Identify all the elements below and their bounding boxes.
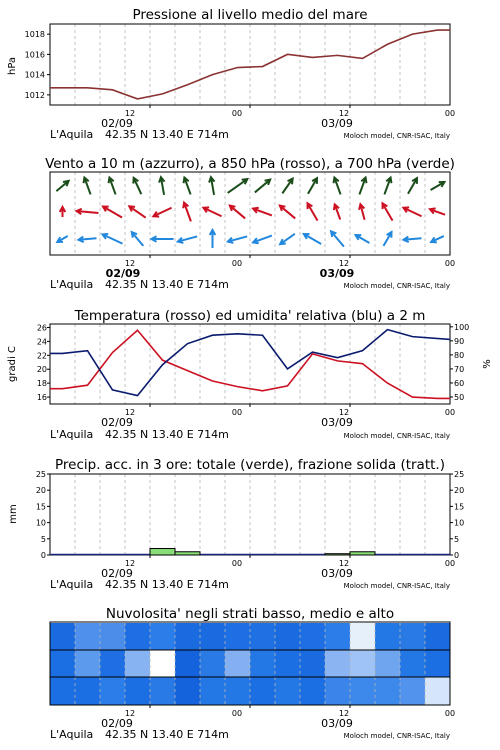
humidity-point — [112, 389, 113, 390]
cloud-cell — [125, 677, 150, 705]
pressure-point — [437, 29, 438, 30]
wind-arrow — [280, 234, 295, 244]
precipitation-bar — [325, 554, 350, 555]
temperature-point — [362, 363, 363, 364]
pressure-ytick-label: 1016 — [24, 50, 45, 60]
pressure-point — [112, 89, 113, 90]
humidity-point — [237, 333, 238, 334]
wind-arrow — [308, 178, 317, 194]
x-tick-label: 12 — [338, 259, 350, 268]
precipitation-y-ticks-right — [454, 470, 464, 560]
cloud-cell — [400, 650, 425, 677]
wind-arrow — [359, 204, 365, 219]
pressure-point — [87, 87, 88, 88]
cloud-cell — [125, 623, 150, 650]
wind-arrow — [356, 235, 370, 243]
temperature-point — [437, 398, 438, 399]
precipitation-ytick-label-right: 15 — [454, 502, 465, 512]
wind-arrow — [183, 203, 191, 222]
cloud-cell — [175, 677, 200, 705]
wind-arrow — [334, 204, 340, 219]
cloud-cell — [175, 650, 200, 677]
cloud-panel — [50, 606, 455, 741]
humidity-point — [187, 343, 188, 344]
humidity-point — [362, 350, 363, 351]
cloud-cell — [300, 623, 325, 650]
humidity-point — [212, 335, 213, 336]
date-label: 02/09 — [101, 567, 133, 580]
pressure-title: Pressione al livello medio del mare — [132, 7, 368, 23]
wind-arrow — [56, 181, 68, 191]
pressure-series — [47, 29, 450, 99]
pressure-point — [362, 58, 363, 59]
model-credit: Moloch model, CNR-ISAC, Italy — [343, 582, 450, 590]
pressure-point — [262, 66, 263, 67]
pressure-line — [50, 30, 450, 99]
humidity-ytick-label: 50 — [454, 392, 465, 402]
wind-arrow — [203, 207, 221, 216]
wind-arrow — [184, 178, 191, 195]
precipitation-ytick-label: 10 — [35, 518, 46, 528]
cloud-cell — [75, 623, 100, 650]
temperature-point — [62, 388, 63, 389]
humidity-ylabel: % — [482, 359, 493, 369]
wind-arrow-shaft — [129, 206, 145, 217]
wind-arrow — [152, 236, 174, 242]
temperature-point — [312, 353, 313, 354]
x-tick-label: 00 — [231, 408, 243, 417]
pressure-x-axis — [50, 109, 455, 141]
wind-panel — [45, 156, 455, 291]
wind-arrow — [403, 207, 421, 216]
x-tick-label: 00 — [444, 408, 456, 417]
wind-arrow — [255, 180, 270, 193]
wind-arrow-shaft — [228, 179, 248, 193]
wind-arrow — [304, 234, 321, 244]
precipitation-y-ticks — [36, 470, 46, 560]
location-name: L'Aquila — [50, 578, 94, 591]
cloud-cell — [275, 677, 300, 705]
precipitation-bar — [150, 549, 175, 555]
pressure-y-ticks — [25, 30, 45, 100]
location-coords: 42.35 N 13.40 E 714m — [105, 428, 229, 441]
cloud-cell — [200, 677, 225, 705]
humidity-point — [337, 357, 338, 358]
precipitation-ytick-label-right: 25 — [454, 470, 465, 479]
cloud-cell — [325, 623, 350, 650]
cloud-cell — [200, 623, 225, 650]
date-label: 02/09 — [101, 717, 133, 730]
location-name: L'Aquila — [50, 728, 94, 741]
x-tick-label: 12 — [338, 408, 350, 417]
temperature-ytick-label: 24 — [36, 337, 47, 347]
wind-arrow — [228, 236, 247, 243]
precipitation-title: Precip. acc. in 3 ore: totale (verde), frazione solida (tratt.) — [55, 457, 445, 473]
cloud-cell — [250, 623, 275, 650]
cloud-cell — [100, 623, 125, 650]
wind-arrow — [430, 208, 445, 214]
humidity-point — [387, 329, 388, 330]
precipitation-panel — [8, 457, 464, 591]
wind-arrow — [129, 206, 145, 217]
location-coords: 42.35 N 13.40 E 714m — [105, 128, 229, 141]
humidity-ytick-label: 70 — [454, 364, 465, 374]
wind-arrow — [153, 208, 171, 217]
cloud-cell — [150, 623, 175, 650]
wind-arrow — [57, 236, 67, 242]
temperature-ytick-label: 16 — [36, 393, 47, 403]
temperature-point — [387, 383, 388, 384]
wind-arrow — [334, 178, 341, 195]
wind-arrow — [253, 208, 272, 216]
wind-arrow — [210, 230, 216, 248]
wind-arrow — [77, 209, 99, 214]
precipitation-ylabel: mm — [8, 504, 19, 524]
wind-arrow — [228, 179, 248, 193]
x-tick-label: 00 — [231, 709, 243, 718]
date-label: 03/09 — [321, 567, 353, 580]
pressure-ylabel: hPa — [7, 56, 18, 76]
date-label: 02/09 — [105, 267, 141, 280]
wind-arrow — [84, 178, 91, 195]
pressure-ytick-label: 1018 — [24, 30, 45, 40]
cloud-cell — [250, 677, 275, 705]
wind-arrow — [384, 178, 391, 195]
temperature-point — [162, 360, 163, 361]
cloud-cell — [75, 677, 100, 705]
precipitation-ytick-label-right: 0 — [454, 551, 460, 560]
x-tick-label: 12 — [338, 109, 350, 118]
temperature-title: Temperatura (rosso) ed umidita' relativa (blu) a 2 m — [74, 308, 426, 324]
precipitation-ytick-label: 25 — [35, 470, 46, 479]
x-tick-label: 00 — [231, 109, 243, 118]
precipitation-ytick-label-right: 5 — [454, 534, 460, 544]
humidity-point — [62, 353, 63, 354]
cloud-cell — [425, 677, 450, 705]
temperature-ylabel: gradi C — [7, 346, 18, 382]
date-label: 02/09 — [101, 117, 133, 130]
x-tick-label: 12 — [124, 109, 136, 118]
x-tick-label: 12 — [338, 559, 350, 568]
x-tick-label: 00 — [444, 259, 456, 268]
temperature-ytick-label: 18 — [36, 379, 47, 389]
cloud-cell — [50, 650, 75, 677]
wind-arrow — [404, 237, 422, 242]
cloud-cell — [325, 650, 350, 677]
temperature-ytick-label: 26 — [36, 323, 47, 333]
cloud-cell — [300, 677, 325, 705]
wind-arrow — [359, 178, 366, 195]
date-label: 03/09 — [319, 267, 355, 280]
date-label: 02/09 — [101, 416, 133, 429]
wind-arrow — [331, 231, 344, 246]
humidity-point — [287, 368, 288, 369]
humidity-point — [412, 336, 413, 337]
cloud-cell — [350, 650, 375, 677]
cloud-cell — [350, 677, 375, 705]
cloud-cell — [375, 623, 400, 650]
location-coords: 42.35 N 13.40 E 714m — [105, 578, 229, 591]
wind-arrow — [103, 234, 123, 244]
wind-arrow — [79, 237, 97, 242]
wind-arrow — [132, 232, 144, 246]
pressure-ytick-label: 1014 — [24, 70, 45, 80]
temperature-point — [237, 386, 238, 387]
cloud-cell — [75, 650, 100, 677]
precipitation-ytick-label-right: 10 — [454, 518, 465, 528]
temperature-point — [412, 396, 413, 397]
humidity-y-ticks — [454, 323, 469, 402]
x-tick-label: 12 — [124, 709, 136, 718]
temperature-line — [50, 330, 450, 398]
temperature-point — [112, 352, 113, 353]
wind-arrow — [178, 236, 197, 243]
temperature-panel — [7, 308, 493, 441]
pressure-point — [237, 67, 238, 68]
cloud-cell — [225, 623, 250, 650]
cloud-cell — [150, 650, 175, 677]
temperature-point — [262, 390, 263, 391]
location-coords: 42.35 N 13.40 E 714m — [105, 728, 229, 741]
pressure-point — [337, 55, 338, 56]
location-name: L'Aquila — [50, 278, 94, 291]
pressure-point — [187, 84, 188, 85]
cloud-cell — [325, 677, 350, 705]
temperature-point — [337, 360, 338, 361]
date-label: 03/09 — [321, 117, 353, 130]
pressure-point — [312, 57, 313, 58]
temperature-x-axis — [50, 408, 455, 441]
wind-arrow — [133, 178, 141, 194]
wind-arrow — [103, 207, 122, 218]
wind-arrow-shaft — [331, 231, 344, 246]
cloud-cell — [225, 650, 250, 677]
precipitation-ytick-label-right: 20 — [454, 486, 465, 496]
cloud-cell — [225, 677, 250, 705]
wind-arrow — [383, 203, 393, 220]
cloud-cell — [125, 650, 150, 677]
model-credit: Moloch model, CNR-ISAC, Italy — [343, 132, 450, 140]
pressure-point — [162, 93, 163, 94]
precipitation-ytick-label: 5 — [40, 534, 46, 544]
wind-arrow-shaft — [255, 180, 270, 193]
wind-arrow — [230, 206, 245, 219]
date-label: 03/09 — [321, 416, 353, 429]
wind-arrow — [408, 178, 417, 194]
cloud-cell — [50, 677, 75, 705]
precipitation-bar — [175, 552, 200, 555]
temperature-point — [137, 330, 138, 331]
wind-arrow — [159, 177, 164, 195]
cloud-cell — [275, 650, 300, 677]
wind-x-axis — [50, 259, 455, 291]
precipitation-ytick-label: 20 — [35, 486, 46, 496]
pressure-point — [412, 34, 413, 35]
humidity-ytick-label: 90 — [454, 336, 465, 346]
pressure-point — [387, 44, 388, 45]
precipitation-ytick-label: 15 — [35, 502, 46, 512]
cloud-cell — [50, 623, 75, 650]
cloud-cell — [250, 650, 275, 677]
wind-arrow — [60, 207, 66, 217]
model-credit: Moloch model, CNR-ISAC, Italy — [343, 282, 450, 290]
location-name: L'Aquila — [50, 428, 94, 441]
cloud-cell — [400, 623, 425, 650]
pressure-point — [62, 87, 63, 88]
humidity-ytick-label: 100 — [454, 322, 470, 332]
cloud-cell — [100, 650, 125, 677]
x-tick-label: 00 — [444, 109, 456, 118]
humidity-point — [262, 335, 263, 336]
temperature-point — [87, 385, 88, 386]
precipitation-x-axis — [50, 559, 455, 591]
temperature-point — [187, 370, 188, 371]
x-tick-label: 00 — [444, 709, 456, 718]
wind-arrow — [253, 236, 272, 244]
pressure-point — [212, 74, 213, 75]
x-tick-label: 12 — [124, 259, 136, 268]
humidity-point — [312, 351, 313, 352]
cloud-cell — [100, 677, 125, 705]
pressure-point — [287, 54, 288, 55]
cloud-cell — [200, 650, 225, 677]
x-tick-label: 12 — [124, 559, 136, 568]
cloud-cell — [300, 650, 325, 677]
humidity-ytick-label: 80 — [454, 350, 465, 360]
humidity-point — [87, 350, 88, 351]
wind-arrow — [280, 206, 295, 219]
wind-arrows — [56, 177, 445, 248]
location-coords: 42.35 N 13.40 E 714m — [105, 278, 229, 291]
cloud-title: Nuvolosita' negli strati basso, medio e alto — [105, 606, 395, 622]
humidity-ytick-label: 60 — [454, 378, 465, 388]
wind-arrow — [431, 182, 445, 190]
wind-arrow-shaft — [103, 207, 122, 218]
x-tick-label: 00 — [231, 559, 243, 568]
cloud-cell — [375, 650, 400, 677]
cloud-cell — [175, 623, 200, 650]
temperature-point — [287, 385, 288, 386]
temperature-ytick-label: 20 — [36, 365, 47, 375]
temperature-grid — [75, 324, 425, 407]
wind-grid — [75, 172, 425, 258]
pressure-point — [137, 98, 138, 99]
x-tick-label: 12 — [338, 709, 350, 718]
humidity-point — [162, 364, 163, 365]
cloud-cell — [400, 677, 425, 705]
temperature-point — [212, 380, 213, 381]
cloud-cell — [350, 623, 375, 650]
cloud-cell — [275, 623, 300, 650]
pressure-ytick-label: 1012 — [24, 90, 45, 100]
humidity-point — [137, 395, 138, 396]
model-credit: Moloch model, CNR-ISAC, Italy — [343, 432, 450, 440]
x-tick-label: 00 — [231, 259, 243, 268]
location-name: L'Aquila — [50, 128, 94, 141]
precipitation-ytick-label: 0 — [40, 551, 46, 560]
model-credit: Moloch model, CNR-ISAC, Italy — [343, 732, 450, 740]
wind-arrow-shaft — [230, 206, 245, 219]
wind-title: Vento a 10 m (azzurro), a 850 hPa (rosso), a 700 hPa (verde) — [45, 156, 455, 172]
wind-arrow — [384, 232, 392, 246]
x-tick-label: 00 — [444, 559, 456, 568]
cloud-cell — [150, 677, 175, 705]
wind-arrow — [431, 236, 444, 242]
wind-arrow — [209, 177, 214, 195]
x-tick-label: 12 — [124, 408, 136, 417]
pressure-panel — [7, 7, 455, 141]
precipitation-bar — [350, 552, 375, 555]
precipitation-grid — [75, 474, 425, 558]
wind-arrow — [282, 179, 292, 194]
wind-arrow — [308, 203, 318, 220]
temperature-y-ticks — [37, 323, 47, 402]
cloud-cell — [425, 650, 450, 677]
temperature-ytick-label: 22 — [36, 351, 47, 361]
cloud-x-axis — [50, 709, 455, 741]
wind-arrow-shaft — [132, 232, 144, 246]
wind-arrow-shaft — [280, 206, 295, 219]
date-label: 03/09 — [321, 717, 353, 730]
cloud-cell — [375, 677, 400, 705]
cloud-cell — [425, 623, 450, 650]
wind-arrow — [109, 178, 116, 195]
